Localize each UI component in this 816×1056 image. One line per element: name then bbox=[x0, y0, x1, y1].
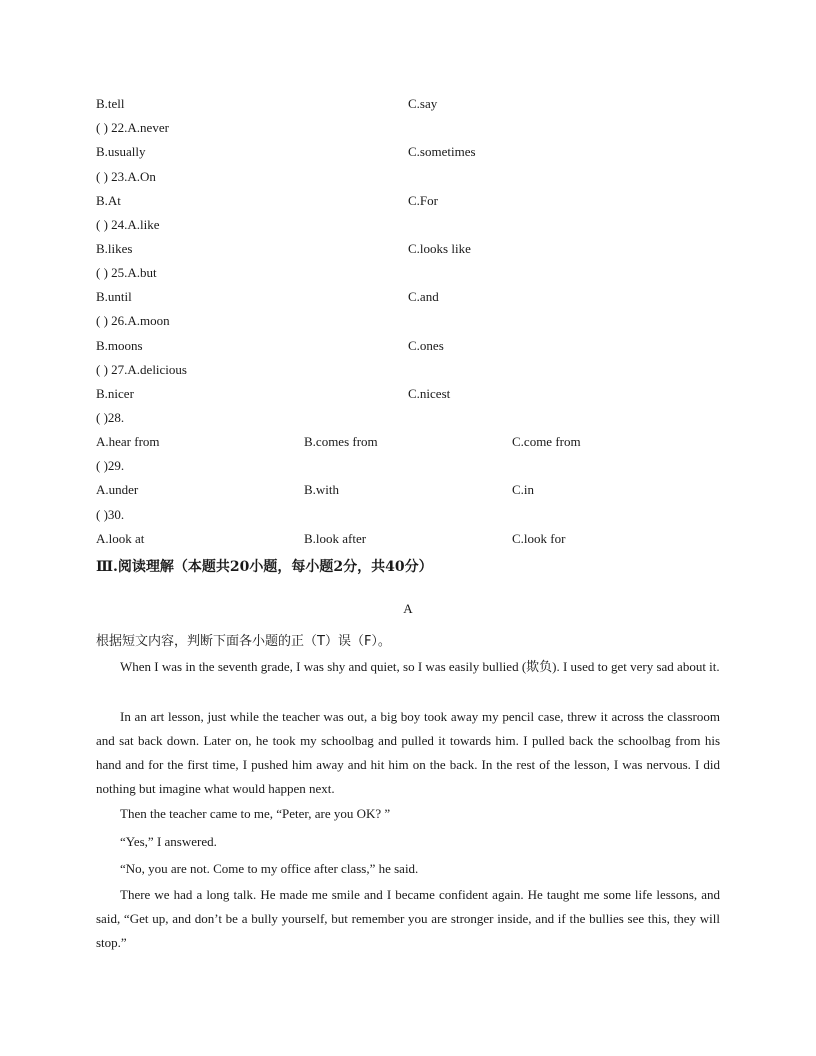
option-row bbox=[0, 95, 816, 113]
option-row bbox=[0, 530, 816, 548]
option-row bbox=[0, 240, 816, 258]
question-30: ( )30. bbox=[96, 507, 125, 522]
question-row bbox=[0, 168, 816, 186]
option-row bbox=[0, 288, 816, 306]
passage-paragraph-3: Then the teacher came to me, “Peter, are you OK? ” bbox=[120, 806, 391, 821]
instruction: 根据短文内容，判断下面各小题的正（T）误（F）。 bbox=[96, 634, 391, 649]
option-c: C.For bbox=[408, 193, 438, 208]
option-c: C.in bbox=[512, 482, 535, 497]
option-row bbox=[0, 143, 816, 161]
option-c: C.come from bbox=[512, 434, 581, 449]
option-c: C.and bbox=[408, 289, 439, 304]
option-row bbox=[0, 481, 816, 499]
option-row bbox=[0, 385, 816, 403]
passage-paragraph-4: “Yes,” I answered. bbox=[120, 834, 217, 849]
option-a: A.under bbox=[96, 482, 139, 497]
part-label: A bbox=[403, 601, 413, 616]
passage-paragraph-6: There we had a long talk. He made me smile and I became confident again. He taught me some life lessons, and said, “Get up, and don’t be a bully yourself, but remember you are stronger inside, and if the bullies see this, they will stop.” bbox=[96, 887, 720, 950]
question-22: ( ) 22.A.never bbox=[96, 120, 169, 135]
option-b: B.nicer bbox=[96, 386, 134, 401]
option-c: C.say bbox=[408, 96, 438, 111]
option-c: C.sometimes bbox=[408, 144, 476, 159]
option-b: B.until bbox=[96, 289, 132, 304]
question-27: ( ) 27.A.delicious bbox=[96, 362, 187, 377]
question-row bbox=[0, 409, 816, 427]
option-b: B.usually bbox=[96, 144, 146, 159]
option-c: C.nicest bbox=[408, 386, 451, 401]
question-28: ( )28. bbox=[96, 410, 125, 425]
option-a: A.look at bbox=[96, 531, 145, 546]
option-b: B.tell bbox=[96, 96, 125, 111]
option-c: C.look for bbox=[512, 531, 566, 546]
option-row bbox=[0, 433, 816, 451]
question-row bbox=[0, 457, 816, 475]
option-b: B.likes bbox=[96, 241, 133, 256]
section-title: Ⅲ.阅读理解（本题共20小题，每小题2分，共40分） bbox=[96, 559, 433, 575]
question-26: ( ) 26.A.moon bbox=[96, 313, 170, 328]
question-row bbox=[0, 216, 816, 234]
passage-paragraph-2: In an art lesson, just while the teacher was out, a big boy took away my pencil case, threw it across the classroom and sat back down. Later on, he took my schoolbag and pulled it towards him. I pulled back the schoolbag from his hand and for the first time, I pushed him away and hit him on the back. In the rest of the lesson, I was nervous. I did nothing but imagine what would happen next. bbox=[96, 709, 720, 796]
option-a: A.hear from bbox=[96, 434, 160, 449]
question-row bbox=[0, 361, 816, 379]
option-b: B.with bbox=[304, 482, 340, 497]
option-row bbox=[0, 192, 816, 210]
question-row bbox=[0, 312, 816, 330]
option-c: C.ones bbox=[408, 338, 444, 353]
passage-paragraph-1: When I was in the seventh grade, I was shy and quiet, so I was easily bullied (欺负). I used to get very sad about it. bbox=[120, 659, 720, 674]
question-row bbox=[0, 506, 816, 524]
question-row bbox=[0, 264, 816, 282]
option-c: C.looks like bbox=[408, 241, 471, 256]
option-b: B.At bbox=[96, 193, 121, 208]
question-25: ( ) 25.A.but bbox=[96, 265, 157, 280]
question-29: ( )29. bbox=[96, 458, 125, 473]
passage-paragraph-5: “No, you are not. Come to my office after class,” he said. bbox=[120, 861, 419, 876]
question-row bbox=[0, 119, 816, 137]
option-b: B.look after bbox=[304, 531, 367, 546]
question-23: ( ) 23.A.On bbox=[96, 169, 156, 184]
option-b: B.comes from bbox=[304, 434, 378, 449]
option-row bbox=[0, 337, 816, 355]
option-b: B.moons bbox=[96, 338, 143, 353]
question-24: ( ) 24.A.like bbox=[96, 217, 160, 232]
